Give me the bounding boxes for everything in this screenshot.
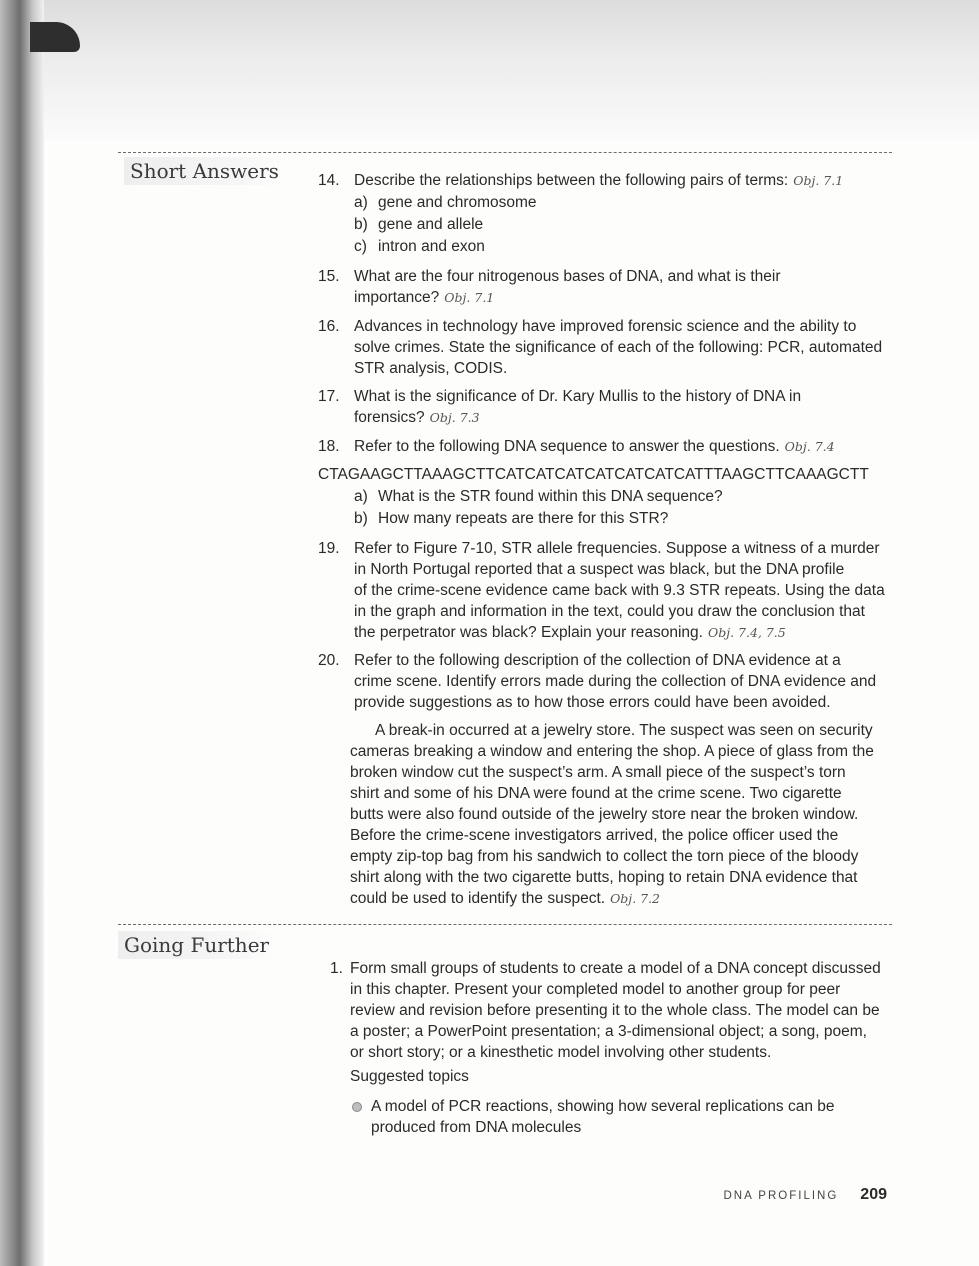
objective-ref: Obj. 7.1 [793, 173, 844, 188]
section-heading-going-further: Going Further [118, 931, 275, 959]
suggested-topics-label: Suggested topics [350, 1068, 469, 1085]
topic-item: A model of PCR reactions, showing how several replications can be produced from DNA molecules [371, 1098, 835, 1136]
sub-item: b) gene and allele [354, 216, 484, 233]
question-number: 20. [318, 652, 340, 669]
question-number: 14. [318, 172, 340, 189]
scan-shadow [44, 0, 979, 140]
question-number: 15. [318, 268, 340, 285]
objective-ref: Obj. 7.4, 7.5 [707, 625, 786, 640]
sub-item: c) intron and exon [354, 238, 485, 255]
question-number: 18. [318, 438, 340, 455]
page-number: 209 [860, 1186, 887, 1203]
chapter-title: DNA PROFILING [723, 1190, 839, 1202]
sub-item: a) gene and chromosome [354, 194, 537, 211]
objective-ref: Obj. 7.1 [444, 290, 495, 305]
page-footer [723, 1186, 887, 1204]
objective-ref: Obj. 7.3 [429, 410, 480, 425]
section-divider [118, 924, 892, 925]
question-text: Refer to the following description of the collection of DNA evidence at a crime scene. Identify errors made during the collection of DNA evidence and provide suggestions as to how those errors could have been avoided. [354, 652, 877, 711]
question-19 [318, 538, 898, 644]
activity-1 [330, 958, 900, 1064]
question-17 [318, 386, 898, 430]
sub-item: b) How many repeats are there for this STR? [354, 510, 669, 527]
crime-scenario: A break-in occurred at a jewelry store. The suspect was seen on security cameras breaking a window and entering the shop. A piece of glass from the broken window cut the suspect’s arm. A small piece of the suspect’s torn shirt and some of his DNA were found at the crime scene. Two cigarette butts were also found outside of the jewelry store near the broken window. Before the crime-scene investigators arrived, the police officer used the empty zip-top bag from his sandwich to collect the torn piece of the bloody shirt along with the two cigarette butts, hoping to retain DNA evidence that could be used to identify the suspect. Obj. 7.2 [350, 722, 874, 907]
activity-text: Form small groups of students to create a model of a DNA concept discussed in this chapter. Present your completed model to another group for peer review and revision before presenting it to the whole class. The model can be a poster; a PowerPoint presentation; a 3-dimensional object; a song, poem, or short story; or a kinesthetic model involving other students. [350, 960, 881, 1061]
bullet-icon [352, 1102, 362, 1112]
dna-sequence: CTAGAAGCTTAAAGCTTCATCATCATCATCATCATCATTTAAGCTTCAAAGCTT [318, 466, 869, 483]
binding-spine [0, 0, 44, 1266]
question-text: What is the significance of Dr. Kary Mullis to the history of DNA in forensics? Obj. 7.3 [354, 388, 802, 426]
section-divider [118, 152, 892, 153]
section-heading-short-answers: Short Answers [124, 157, 285, 185]
question-15 [318, 266, 898, 310]
question-number: 16. [318, 318, 340, 335]
question-number: 19. [318, 540, 340, 557]
question-text: Refer to Figure 7-10, STR allele frequencies. Suppose a witness of a murder in North Portugal reported that a suspect was black, but the DNA profile of the crime-scene evidence came back with 9.3 STR repeats. Using the data in the graph and information in the text, could you draw the conclusion that the perpetrator was black? Explain your reasoning. Obj. 7.4, 7.5 [354, 540, 885, 641]
question-text: What are the four nitrogenous bases of DNA, and what is their importance? Obj. 7.1 [354, 268, 781, 306]
objective-ref: Obj. 7.4 [784, 439, 835, 454]
objective-ref: Obj. 7.2 [610, 891, 661, 906]
question-text: Describe the relationships between the following pairs of terms: Obj. 7.1 [354, 172, 844, 189]
question-16 [318, 316, 898, 380]
activity-number: 1. [330, 960, 343, 977]
question-text: Advances in technology have improved forensic science and the ability to solve crimes. State the significance of each of the following: PCR, automated STR analysis, CODIS. [354, 318, 883, 377]
question-text: Refer to the following DNA sequence to answer the questions. Obj. 7.4 [354, 438, 835, 455]
sub-item: a) What is the STR found within this DNA sequence? [354, 488, 723, 505]
question-20 [318, 650, 898, 714]
question-number: 17. [318, 388, 340, 405]
